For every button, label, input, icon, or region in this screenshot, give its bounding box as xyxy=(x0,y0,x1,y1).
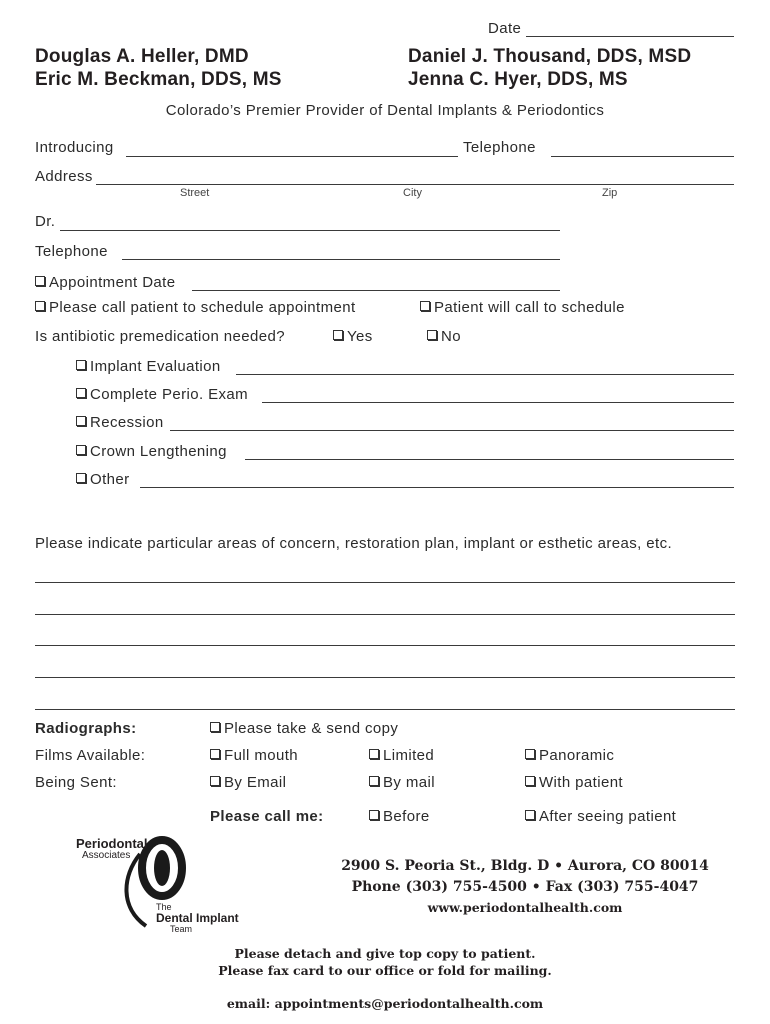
checkbox-icon xyxy=(35,276,45,286)
procedure-recession[interactable] xyxy=(76,414,164,431)
antibiotic-question: Is antibiotic premedication needed? xyxy=(35,328,285,345)
dr-line[interactable] xyxy=(60,230,560,231)
being-sent-label: Being Sent: xyxy=(35,774,117,791)
footer-instruction-1: Please detach and give top copy to patient. xyxy=(234,946,536,961)
patient-will-call-option[interactable] xyxy=(420,299,625,316)
periodontal-associates-logo xyxy=(70,834,260,934)
checkbox-icon xyxy=(525,810,535,820)
street-label: Street xyxy=(180,187,210,199)
procedure-label: Crown Lengthening xyxy=(90,443,227,460)
antibiotic-yes-option[interactable] xyxy=(333,328,373,345)
city-label: City xyxy=(403,187,422,199)
procedure-line[interactable] xyxy=(245,459,734,460)
checkbox-icon xyxy=(76,445,86,455)
call-patient-label: Please call patient to schedule appointment xyxy=(49,299,356,316)
checkbox-icon xyxy=(525,749,535,759)
telephone-label-2: Telephone xyxy=(35,243,108,260)
procedure-label: Implant Evaluation xyxy=(90,358,221,375)
checkbox-icon xyxy=(369,749,379,759)
checkbox-icon xyxy=(420,301,430,311)
procedure-line[interactable] xyxy=(140,487,734,488)
doctor-left-2: Eric M. Beckman, DDS, MS xyxy=(35,69,282,90)
concerns-label: Please indicate particular areas of concern, restoration plan, implant or esthetic areas, etc. xyxy=(35,535,673,552)
procedure-label: Other xyxy=(90,471,130,488)
telephone-label-1: Telephone xyxy=(463,139,536,156)
after-label: After seeing patient xyxy=(539,808,677,825)
doctor-right-2: Jenna C. Hyer, DDS, MS xyxy=(408,69,628,90)
by-mail-option[interactable] xyxy=(369,774,435,791)
introducing-line[interactable] xyxy=(126,156,458,157)
checkbox-icon xyxy=(333,330,343,340)
take-send-label: Please take & send copy xyxy=(224,720,399,737)
office-address: 2900 S. Peoria St., Bldg. D • Aurora, CO 80014 xyxy=(341,858,709,874)
call-me-label: Please call me: xyxy=(210,808,324,825)
checkbox-icon xyxy=(76,360,86,370)
logo-text-4: Dental Implant xyxy=(156,911,239,925)
checkbox-icon xyxy=(525,776,535,786)
website-link[interactable]: www.periodontalhealth.com xyxy=(427,900,623,915)
full-mouth-label: Full mouth xyxy=(224,747,299,764)
telephone-line-1[interactable] xyxy=(551,156,734,157)
appointment-date-option[interactable] xyxy=(35,274,175,291)
date-line[interactable] xyxy=(526,36,734,37)
address-label: Address xyxy=(35,168,93,185)
no-label: No xyxy=(441,328,461,345)
films-label: Films Available: xyxy=(35,747,146,764)
checkbox-icon xyxy=(427,330,437,340)
footer-instruction-2: Please fax card to our office or fold for mailing. xyxy=(218,963,552,978)
date-label: Date xyxy=(488,20,522,37)
limited-option[interactable] xyxy=(369,747,434,764)
appointment-date-label: Appointment Date xyxy=(49,274,176,291)
concerns-line[interactable] xyxy=(35,614,735,615)
call-patient-option[interactable] xyxy=(35,299,356,316)
take-send-option[interactable] xyxy=(210,720,398,737)
zip-label: Zip xyxy=(602,187,618,199)
logo-text-2: Associates xyxy=(82,850,131,861)
full-mouth-option[interactable] xyxy=(210,747,298,764)
procedure-line[interactable] xyxy=(236,374,734,375)
footer-email[interactable]: email: appointments@periodontalhealth.com xyxy=(226,996,544,1011)
checkbox-icon xyxy=(210,722,220,732)
concerns-line[interactable] xyxy=(35,582,735,583)
by-email-label: By Email xyxy=(224,774,287,791)
checkbox-icon xyxy=(210,749,220,759)
panoramic-label: Panoramic xyxy=(539,747,615,764)
antibiotic-no-option[interactable] xyxy=(427,328,461,345)
procedure-line[interactable] xyxy=(170,430,734,431)
procedure-crown-lengthening[interactable] xyxy=(76,443,227,460)
limited-label: Limited xyxy=(383,747,435,764)
introducing-label: Introducing xyxy=(35,139,114,156)
address-line[interactable] xyxy=(96,184,734,185)
checkbox-icon xyxy=(369,776,379,786)
logo-text-3: The xyxy=(156,902,172,912)
logo-text-5: Team xyxy=(170,924,193,934)
dr-label: Dr. xyxy=(35,213,56,230)
panoramic-option[interactable] xyxy=(525,747,614,764)
with-patient-option[interactable] xyxy=(525,774,623,791)
radiographs-title: Radiographs: xyxy=(35,720,137,737)
checkbox-icon xyxy=(210,776,220,786)
tagline: Colorado’s Premier Provider of Dental Implants & Periodontics xyxy=(165,102,605,119)
procedure-complete-perio-exam[interactable] xyxy=(76,386,248,403)
by-mail-label: By mail xyxy=(383,774,435,791)
procedure-label: Complete Perio. Exam xyxy=(90,386,249,403)
procedure-label: Recession xyxy=(90,414,164,431)
doctor-right-1: Daniel J. Thousand, DDS, MSD xyxy=(408,46,692,67)
by-email-option[interactable] xyxy=(210,774,286,791)
checkbox-icon xyxy=(76,388,86,398)
with-patient-label: With patient xyxy=(539,774,624,791)
yes-label: Yes xyxy=(347,328,373,345)
procedure-implant-evaluation[interactable] xyxy=(76,358,221,375)
concerns-line[interactable] xyxy=(35,709,735,710)
concerns-line[interactable] xyxy=(35,645,735,646)
telephone-line-2[interactable] xyxy=(122,259,560,260)
office-phone: Phone (303) 755-4500 • Fax (303) 755-4047 xyxy=(351,879,699,895)
concerns-line[interactable] xyxy=(35,677,735,678)
procedure-other[interactable] xyxy=(76,471,130,488)
before-label: Before xyxy=(383,808,430,825)
checkbox-icon xyxy=(76,416,86,426)
logo-text-1: Periodontal xyxy=(76,836,148,851)
checkbox-icon xyxy=(35,301,45,311)
after-option[interactable] xyxy=(525,808,676,825)
patient-will-call-label: Patient will call to schedule xyxy=(434,299,625,316)
doctor-left-1: Douglas A. Heller, DMD xyxy=(35,46,249,67)
before-option[interactable] xyxy=(369,808,430,825)
checkbox-icon xyxy=(76,473,86,483)
appointment-date-line[interactable] xyxy=(192,290,560,291)
checkbox-icon xyxy=(369,810,379,820)
procedure-line[interactable] xyxy=(262,402,734,403)
